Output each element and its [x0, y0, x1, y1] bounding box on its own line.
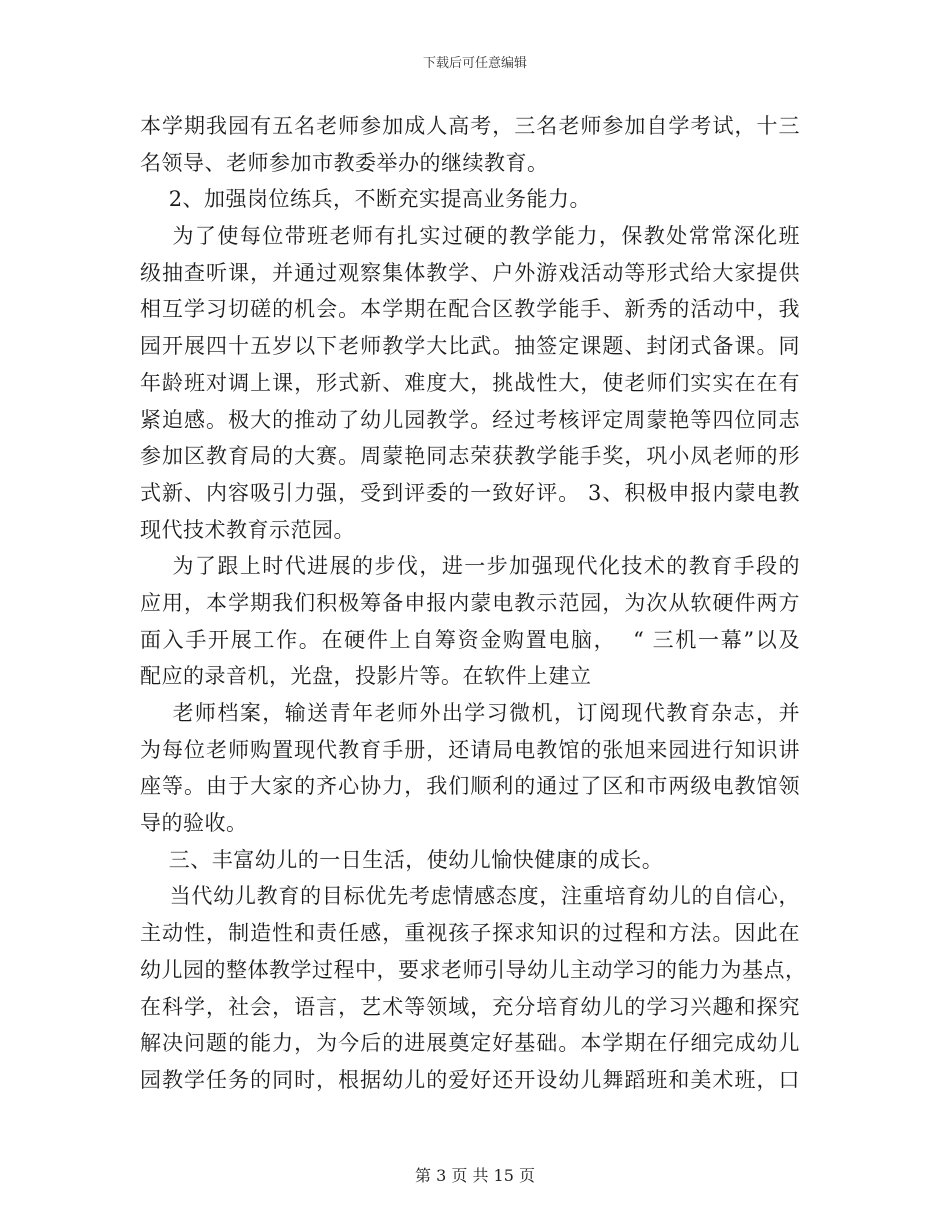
body-text-line: 应用，本学期我们积极筹备申报内蒙电教示范园，为次从软硬件两方 — [140, 590, 800, 615]
body-text-line: 相互学习切磋的机会。本学期在配合区教学能手、新秀的活动中，我 — [140, 297, 800, 322]
body-text-line: 园开展四十五岁以下老师教学大比武。抽签定课题、封闭式备课。同 — [140, 334, 800, 359]
body-text-line: 在科学，社会，语言，艺术等领域，充分培育幼儿的学习兴趣和探究 — [140, 994, 800, 1019]
body-text-line: 式新、内容吸引力强，受到评委的一致好评。 3、积极申报内蒙电教 — [140, 480, 800, 505]
body-text-line: 座等。由于大家的齐心协力，我们顺利的通过了区和市两级电教馆领 — [140, 774, 800, 799]
body-text-line: 现代技术教育示范园。 — [140, 517, 355, 542]
body-text-line: 年龄班对调上课，形式新、难度大，挑战性大，使老师们实实在在有 — [140, 370, 800, 395]
body-text-line: 2、加强岗位练兵，不断充实提高业务能力。 — [140, 187, 592, 212]
body-text-line: 幼儿园的整体教学过程中，要求老师引导幼儿主动学习的能力为基点， — [140, 957, 807, 982]
body-text-line: 当代幼儿教育的目标优先考虑情感态度，注重培育幼儿的自信心， — [140, 884, 800, 909]
page-header-note: 下载后可任意编辑 — [422, 56, 527, 71]
body-text-line: 解决问题的能力，为今后的进展奠定好基础。本学期在仔细完成幼儿 — [140, 1031, 800, 1056]
body-text-line: 导的验收。 — [140, 811, 248, 836]
body-text-line: 面入手开展工作。在硬件上自筹资金购置电脑， “ 三机一幕”以及 — [140, 627, 800, 652]
body-text-line: 配应的录音机，光盘，投影片等。在软件上建立 — [140, 664, 592, 689]
body-text-line: 紧迫感。极大的推动了幼儿园教学。经过考核评定周蒙艳等四位同志 — [140, 407, 800, 432]
body-text-line: 三、丰富幼儿的一日生活，使幼儿愉快健康的成长。 — [140, 847, 664, 872]
body-text-line: 园教学任务的同时，根据幼儿的爱好还开设幼儿舞蹈班和美术班，口 — [140, 1067, 800, 1092]
body-text-line: 为了跟上时代进展的步伐，进一步加强现代化技术的教育手段的 — [140, 554, 800, 579]
body-text-line: 老师档案，输送青年老师外出学习微机，订阅现代教育杂志，并 — [140, 701, 800, 725]
body-text-line: 为每位老师购置现代教育手册，还请局电教馆的张旭来园进行知识讲 — [140, 737, 800, 762]
page-number-footer: 第 3 页 共 15 页 — [415, 1166, 535, 1185]
body-text-line: 主动性，制造性和责任感，重视孩子探求知识的过程和方法。因此在 — [140, 921, 800, 946]
body-text-line: 参加区教育局的大赛。周蒙艳同志荣获教学能手奖，巩小凤老师的形 — [140, 444, 800, 469]
body-text-line: 为了使每位带班老师有扎实过硬的教学能力，保教处常常深化班 — [140, 224, 800, 249]
body-text-line: 本学期我园有五名老师参加成人高考，三名老师参加自学考试，十三 — [140, 114, 800, 138]
body-text-line: 名领导、老师参加市教委举办的继续教育。 — [140, 150, 549, 175]
body-text-line: 级抽查听课，并通过观察集体教学、户外游戏活动等形式给大家提供 — [140, 260, 800, 285]
document-body — [140, 108, 807, 1099]
